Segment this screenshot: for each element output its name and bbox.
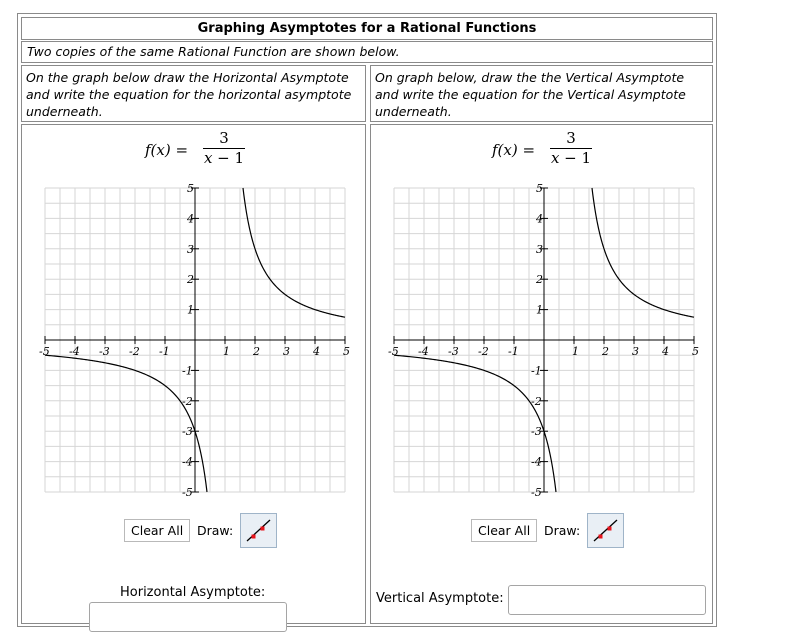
line-tool-icon	[241, 514, 276, 547]
line-tool-point-b	[261, 527, 265, 531]
x-tick-label: 2	[253, 345, 260, 358]
horizontal-asymptote-label: Horizontal Asymptote:	[120, 585, 266, 600]
x-tick-label: -1	[159, 345, 170, 358]
x-tick-label: -5	[388, 345, 399, 358]
y-tick-label: 4	[187, 212, 194, 226]
y-tick-label: 4	[536, 212, 543, 226]
x-tick-label: 3	[632, 345, 639, 358]
vertical-asymptote-label: Vertical Asymptote:	[376, 591, 504, 606]
right-graph[interactable]	[386, 180, 702, 500]
x-tick-label: 5	[692, 345, 699, 358]
denominator-rest: − 1	[212, 149, 245, 167]
y-tick-label: -5	[531, 486, 542, 499]
worksheet-frame	[17, 13, 717, 627]
left-panel	[21, 124, 366, 624]
x-tick-label: -5	[39, 345, 50, 358]
y-tick-label: -4	[531, 455, 542, 469]
worksheet-title: Graphing Asymptotes for a Rational Functions	[21, 17, 713, 40]
x-tick-label: 5	[343, 345, 350, 358]
x-tick-label: -4	[69, 345, 80, 358]
y-tick-label: 2	[187, 273, 194, 287]
left-clear-all-button[interactable]: Clear All	[124, 519, 190, 542]
y-tick-label: -3	[182, 425, 193, 439]
line-tool-icon	[588, 514, 623, 547]
line-tool-point-a	[599, 535, 603, 539]
right-draw-label: Draw:	[544, 523, 581, 538]
vertical-asymptote-input[interactable]	[508, 585, 706, 615]
x-tick-label: 4	[662, 345, 669, 358]
function-fraction	[203, 129, 245, 167]
denominator-variable: x	[203, 149, 213, 167]
y-tick-label: -4	[182, 455, 193, 469]
right-instruction: On graph below, draw the the Vertical Asymptote and write the equation for the Vertical Asymptote underneath.	[370, 65, 713, 122]
function-numerator: 3	[219, 129, 229, 147]
y-tick-label: 5	[187, 182, 194, 195]
function-denominator	[203, 149, 245, 167]
x-tick-label: -2	[129, 345, 140, 358]
right-function-formula	[492, 129, 602, 169]
x-tick-label: -2	[478, 345, 489, 358]
x-tick-label: 4	[313, 345, 320, 358]
y-tick-label: 2	[536, 273, 543, 287]
y-tick-label: -2	[182, 394, 193, 408]
function-numerator: 3	[566, 129, 576, 147]
y-tick-label: -5	[182, 486, 193, 499]
left-graph[interactable]	[37, 180, 353, 500]
line-tool-point-a	[252, 535, 256, 539]
y-tick-label: -1	[182, 364, 193, 378]
left-instruction: On the graph below draw the Horizontal Asymptote and write the equation for the horizontal asymptote underneath.	[21, 65, 366, 122]
x-tick-label: 3	[283, 345, 290, 358]
function-fraction	[550, 129, 592, 167]
x-tick-label: -3	[99, 345, 110, 358]
y-tick-label: -2	[531, 394, 542, 408]
y-tick-label: 3	[536, 242, 543, 256]
function-lhs: f(x) =	[492, 141, 536, 159]
horizontal-asymptote-input[interactable]	[89, 602, 287, 632]
left-draw-label: Draw:	[197, 523, 234, 538]
denominator-rest: − 1	[559, 149, 592, 167]
x-tick-label: 1	[223, 345, 230, 358]
y-tick-label: 1	[187, 303, 194, 317]
right-clear-all-button[interactable]: Clear All	[471, 519, 537, 542]
line-tool-point-b	[608, 527, 612, 531]
left-function-formula	[145, 129, 255, 169]
denominator-variable: x	[550, 149, 560, 167]
right-line-tool-button[interactable]	[587, 513, 624, 548]
function-denominator	[550, 149, 592, 167]
y-tick-label: 5	[536, 182, 543, 195]
y-tick-label: 3	[187, 242, 194, 256]
x-tick-label: -3	[448, 345, 459, 358]
left-line-tool-button[interactable]	[240, 513, 277, 548]
x-tick-label: -4	[418, 345, 429, 358]
x-tick-label: -1	[508, 345, 519, 358]
function-lhs: f(x) =	[145, 141, 189, 159]
x-tick-label: 2	[602, 345, 609, 358]
y-tick-label: -3	[531, 425, 542, 439]
y-tick-label: -1	[531, 364, 542, 378]
y-tick-label: 1	[536, 303, 543, 317]
worksheet-subtitle: Two copies of the same Rational Function are shown below.	[21, 41, 713, 63]
right-panel	[370, 124, 713, 624]
x-tick-label: 1	[572, 345, 579, 358]
